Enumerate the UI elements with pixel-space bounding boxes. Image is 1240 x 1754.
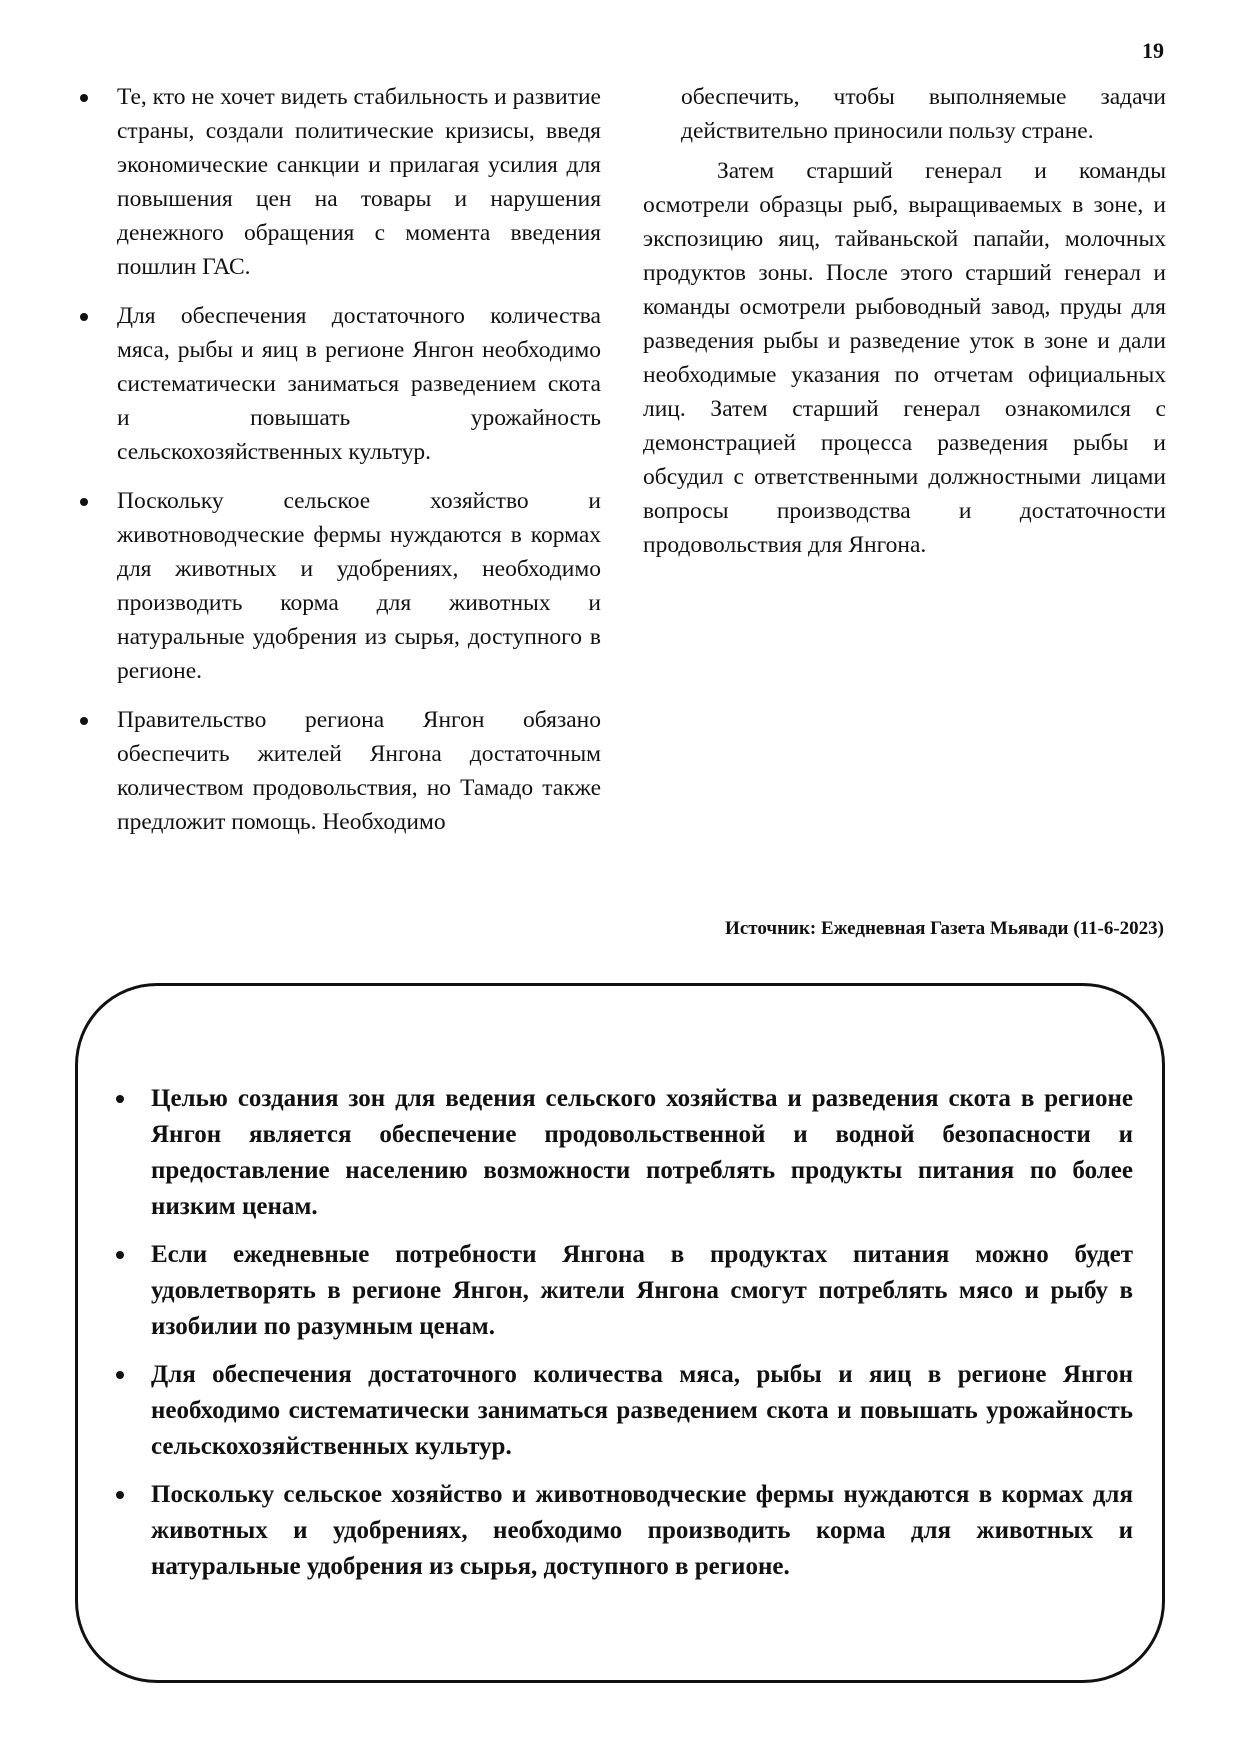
summary-item: Если ежедневные потребности Янгона в продуктах питания можно будет удовлетворять в регионе Янгон, жители Янгона смогут потреблять мясо и рыбу в изобилии по разумным ценам. <box>111 1237 1133 1345</box>
summary-item: Для обеспечения достаточного количества мяса, рыбы и яиц в регионе Янгон необходимо систематически заниматься разведением скота и повышать урожайность сельскохозяйственных культур. <box>111 1357 1133 1465</box>
list-item: Те, кто не хочет видеть стабильность и развитие страны, создали политические кризисы, введя экономические санкции и прилагая усилия для повышения цен на товары и нарушения денежного обращения с момента введения пошлин ГАС. <box>74 80 601 284</box>
continued-text: обеспечить, чтобы выполняемые задачи действительно приносили пользу стране. <box>681 84 1166 144</box>
left-column <box>74 80 601 854</box>
summary-box <box>75 983 1165 1683</box>
summary-bullet-list <box>111 1081 1133 1597</box>
body-paragraph: Затем старший генерал и команды осмотрели образцы рыб, выращиваемых в зоне, и экспозицию яиц, тайваньской папайи, молочных продуктов зоны. После этого старший генерал и команды осмотрели рыбоводный завод, пруды для разведения рыбы и разведение уток в зоне и дали необходимые указания по отчетам официальных лиц. Затем старший генерал ознакомился с демонстрацией процесса разведения рыбы и обсудил с ответственными должностными лицами вопросы производства и достаточности продовольствия для Янгона. <box>643 158 1166 558</box>
list-item: Поскольку сельское хозяйство и животноводческие фермы нуждаются в кормах для животных и удобрениях, необходимо производить корма для животных и натуральные удобрения из сырья, доступного в регионе. <box>74 484 601 688</box>
list-item: Правительство региона Янгон обязано обеспечить жителей Янгона достаточным количеством продовольствия, но Тамадо также предложит помощь. Необходимо <box>74 703 601 839</box>
source-credit: Источник: Ежедневная Газета Мьявади (11-6-2023) <box>725 918 1164 939</box>
summary-item: Поскольку сельское хозяйство и животноводческие фермы нуждаются в кормах для животных и удобрениях, необходимо производить корма для животных и натуральные удобрения из сырья, доступного в регионе. <box>111 1477 1133 1585</box>
right-column <box>643 80 1166 562</box>
page-number: 19 <box>1142 38 1164 63</box>
summary-item: Целью создания зон для ведения сельского хозяйства и разведения скота в регионе Янгон является обеспечение продовольственной и водной безопасности и предоставление населению возможности потреблять продукты питания по более низким ценам. <box>111 1081 1133 1225</box>
list-item: Для обеспечения достаточного количества мяса, рыбы и яиц в регионе Янгон необходимо систематически заниматься разведением скота и повышать урожайность сельскохозяйственных культур. <box>74 299 601 469</box>
bullet-list <box>74 80 601 839</box>
